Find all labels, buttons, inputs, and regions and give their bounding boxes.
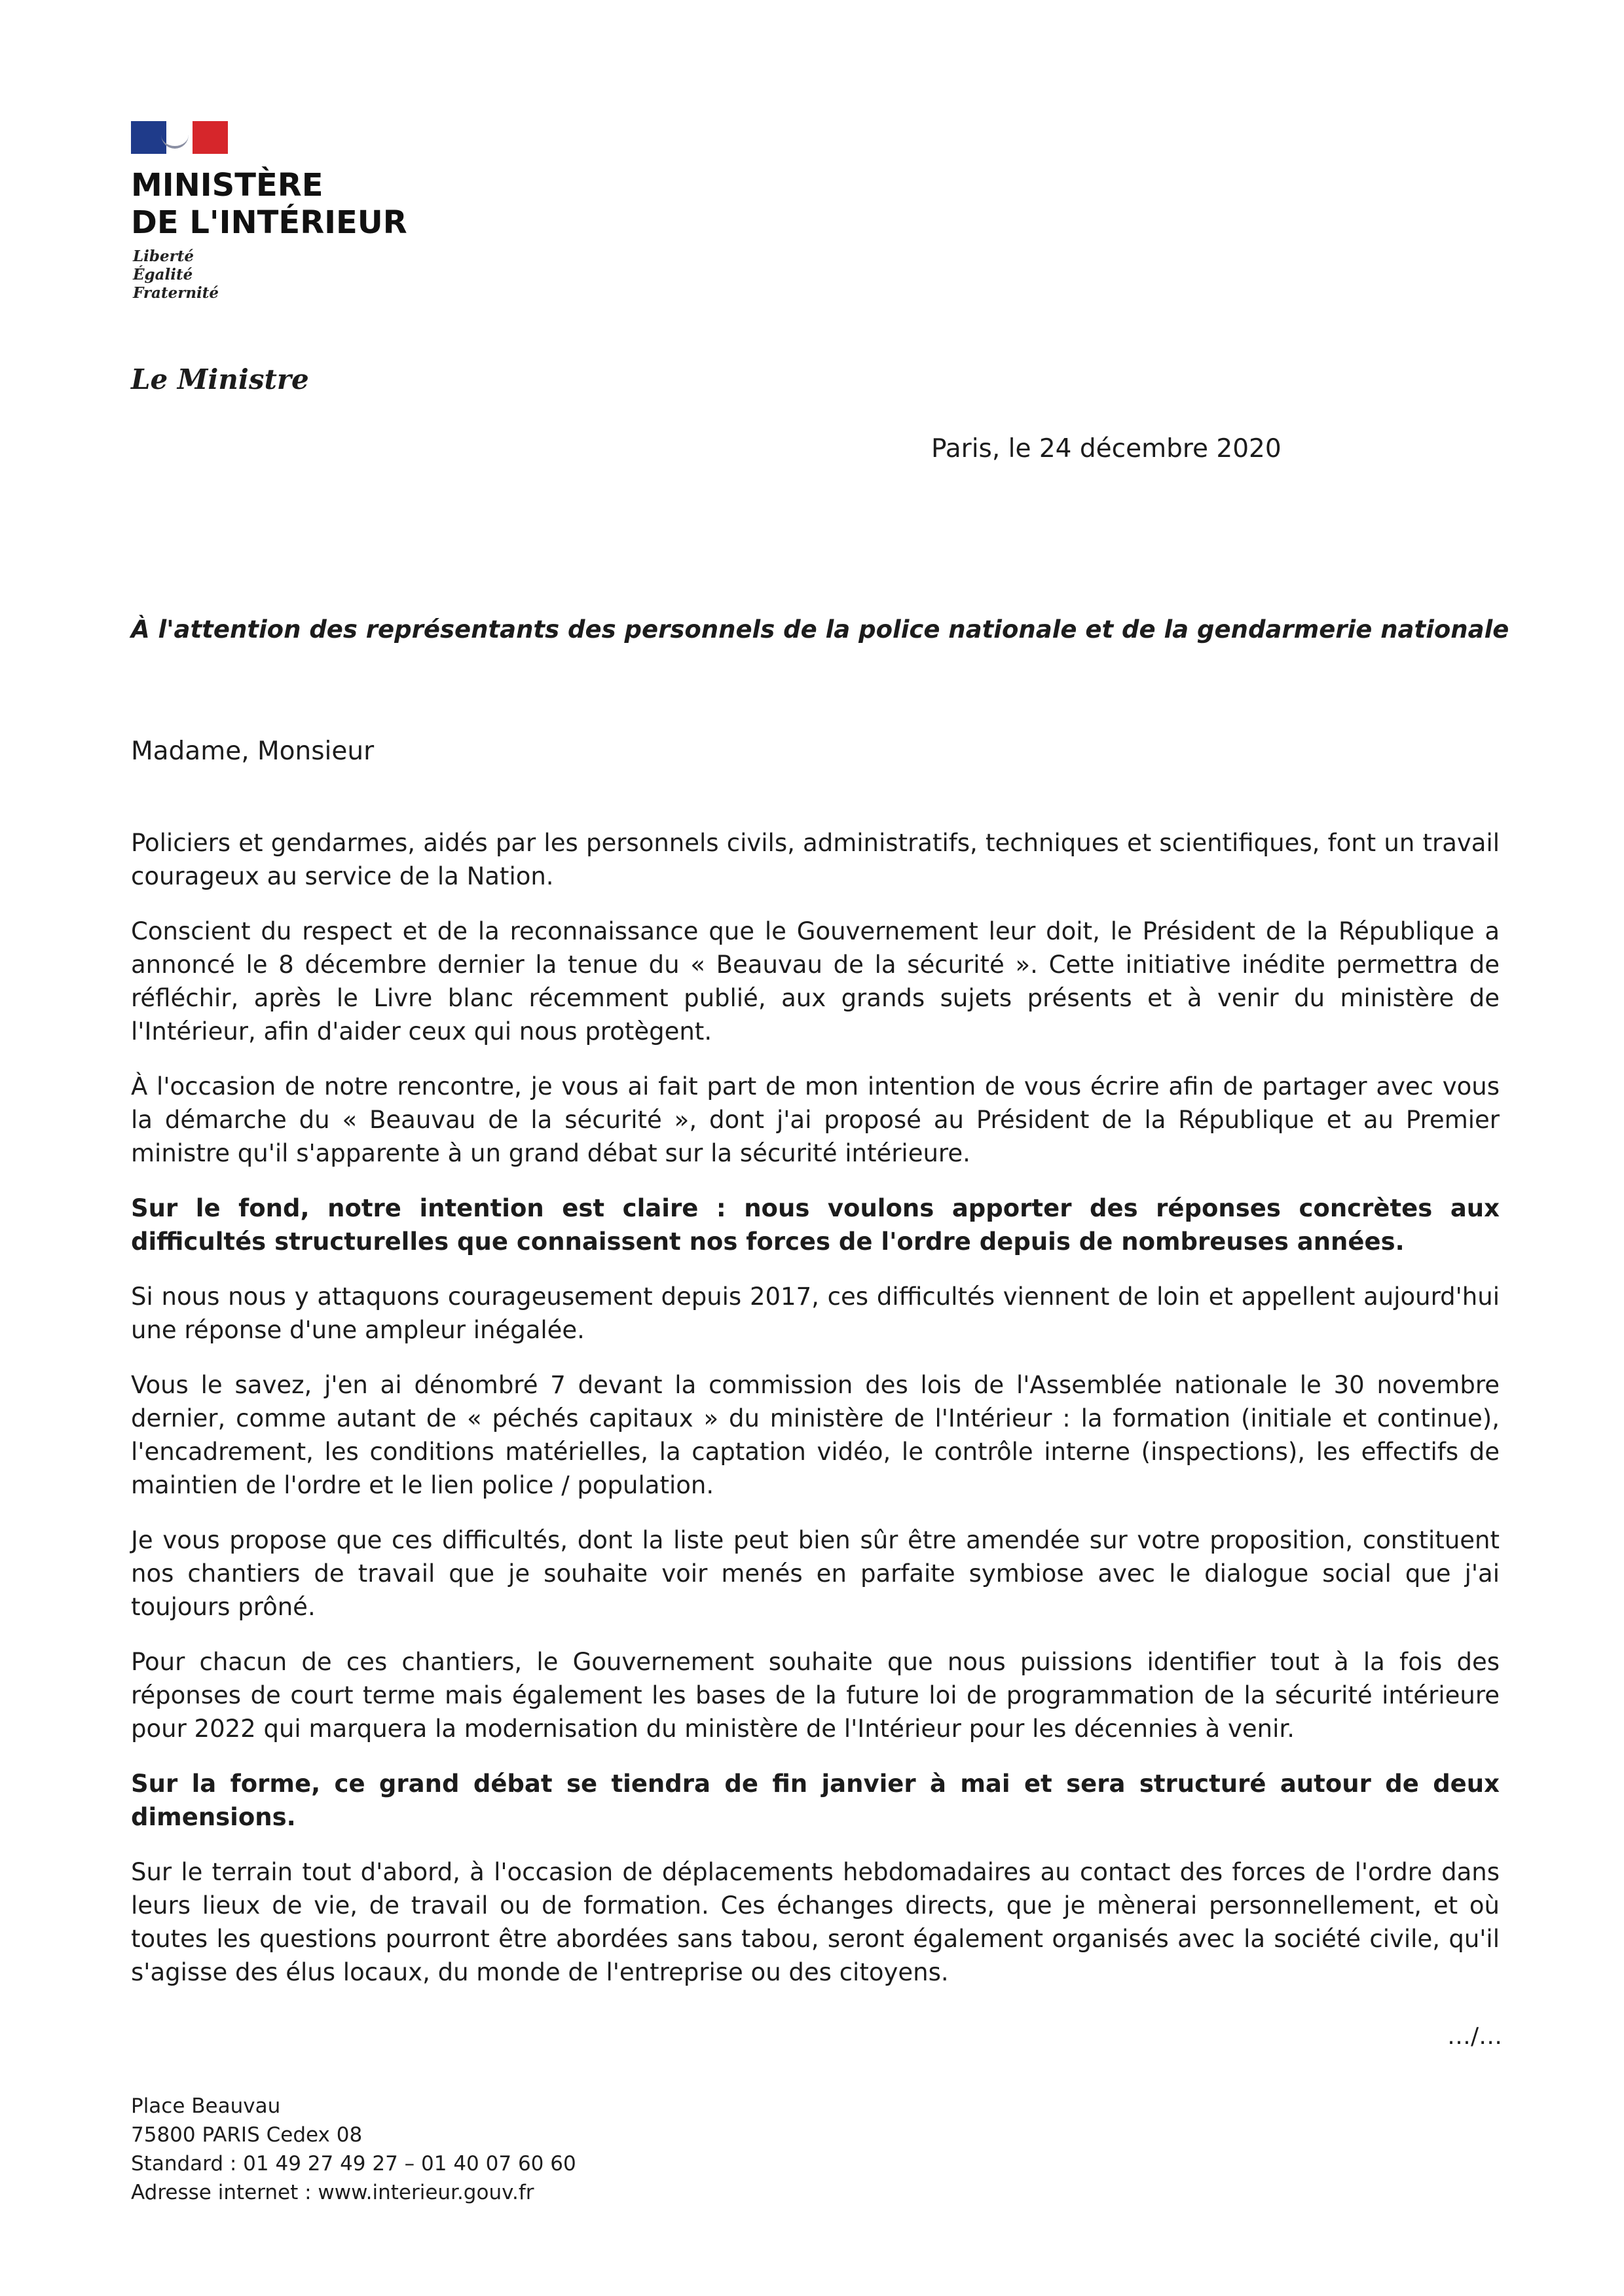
paragraph: Policiers et gendarmes, aidés par les personnels civils, administratifs, techniques et scientifiques, font un travail courageux au service de la Nation. [131, 829, 1500, 890]
marianne-logo [131, 121, 228, 154]
ministry-name-line2: DE L'INTÉRIEUR [131, 204, 407, 241]
footer-website: Adresse internet : www.interieur.gouv.fr [131, 2181, 534, 2204]
ministry-name [131, 167, 407, 242]
paragraph: Vous le savez, j'en ai dénombré 7 devant la commission des lois de l'Assemblée nationale le 30 novembre dernier, comme autant de « péchés capitaux » du ministère de l'Intérieur : la formation (initiale et continue), l'encadrement, les conditions matérielles, la captation vidéo, le contrôle interne (inspections), les effectifs de maintien de l'ordre et le lien police / population. [131, 1371, 1500, 1499]
paragraph: Si nous nous y attaquons courageusement depuis 2017, ces difficultés viennent de loin et appellent aujourd'hui une réponse d'une ampleur inégalée. [131, 1283, 1500, 1344]
paragraph: Je vous propose que ces difficultés, dont la liste peut bien sûr être amendée sur votre proposition, constituent nos chantiers de travail que je souhaite voir menés en parfaite symbiose avec le dialogue social que j'ai toujours prôné. [131, 1526, 1500, 1621]
paragraph-emphasis: Sur la forme, ce grand débat se tiendra de fin janvier à mai et sera structuré autour de deux dimensions. [131, 1770, 1500, 1831]
footer-address-line2: 75800 PARIS Cedex 08 [131, 2123, 363, 2147]
republic-motto [133, 247, 219, 302]
motto-fraternite: Fraternité [133, 284, 219, 302]
paragraph: Pour chacun de ces chantiers, le Gouvernement souhaite que nous puissions identifier tout à la fois des réponses de court terme mais également les bases de la future loi de programmation de la sécurité intérieure pour 2022 qui marquera la modernisation du ministère de l'Intérieur pour les décennies à venir. [131, 1648, 1500, 1743]
footer-address [131, 2092, 576, 2207]
paragraph: Conscient du respect et de la reconnaissance que le Gouvernement leur doit, le Président de la République a annoncé le 8 décembre dernier la tenue du « Beauvau de la sécurité ». Cette initiative inédite permettra de réfléchir, après le Livre blanc récemment publié, aux grands sujets présents et à venir du ministère de l'Intérieur, afin d'aider ceux qui nous protègent. [131, 917, 1500, 1046]
paragraph: À l'occasion de notre rencontre, je vous ai fait part de mon intention de vous écrire afin de partager avec vous la démarche du « Beauvau de la sécurité », dont j'ai proposé au Président de la République et au Premier ministre qu'il s'apparente à un grand débat sur la sécurité intérieure. [131, 1072, 1500, 1167]
paragraph-emphasis: Sur le fond, notre intention est claire : nous voulons apporter des réponses concrètes aux difficultés structurelles que connaissent nos forces de l'ordre depuis de nombreuses années. [131, 1194, 1500, 1256]
motto-egalite: Égalité [133, 266, 193, 283]
recipients-line: À l'attention des représentants des personnels de la police nationale et de la gendarmerie nationale [131, 615, 1509, 644]
flag-icon [131, 121, 228, 154]
motto-liberte: Liberté [133, 247, 194, 265]
salutation: Madame, Monsieur [131, 737, 375, 766]
footer-address-line1: Place Beauvau [131, 2094, 281, 2118]
sender-title: Le Ministre [131, 363, 309, 395]
footer-phone: Standard : 01 49 27 49 27 – 01 40 07 60 60 [131, 2152, 576, 2176]
ministry-name-line1: MINISTÈRE [131, 167, 323, 204]
paragraph: Sur le terrain tout d'abord, à l'occasion de déplacements hebdomadaires au contact des forces de l'ordre dans leurs lieux de vie, de travail ou de formation. Ces échanges directs, que je mènerai personnellement, et où toutes les questions pourront être abordées sans tabou, seront également organisés avec la société civile, qu'il s'agisse des élus locaux, du monde de l'entreprise ou des citoyens. [131, 1858, 1500, 1986]
continuation-mark: …/… [1447, 2023, 1503, 2050]
letter-date: Paris, le 24 décembre 2020 [931, 434, 1282, 464]
letter-body [131, 826, 1500, 2011]
